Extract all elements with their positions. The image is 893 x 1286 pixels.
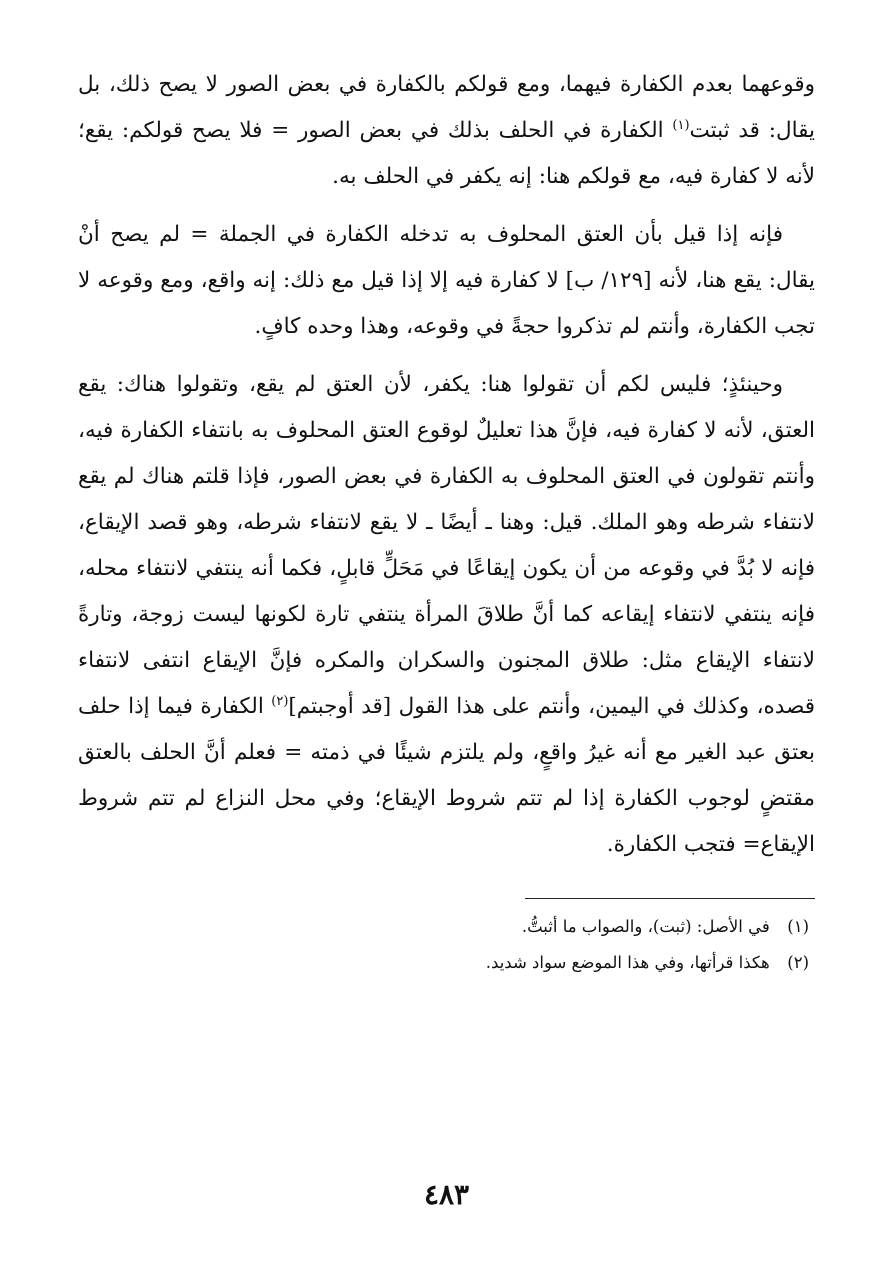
footnote-2: [78, 945, 809, 981]
footnote-reference: (٢): [271, 693, 289, 709]
footnote-reference: (١): [672, 117, 690, 133]
page-content: [78, 62, 815, 1286]
paragraph: [78, 62, 815, 200]
footnote-number: (٢): [787, 953, 809, 972]
footnote-text: هكذا قرأتها، وفي هذا الموضع سواد شديد.: [485, 953, 770, 972]
paragraph: [78, 212, 815, 350]
paragraph: [78, 362, 815, 868]
footnote-separator: [525, 898, 815, 899]
paragraph-text: الكفارة في الحلف بذلك في بعض الصور = فلا يصح قولكم: يقع؛ لأنه لا كفارة فيه، مع قولكم هنا: إنه يكفر في الحلف به.: [78, 118, 815, 189]
footnote-number: (١): [787, 917, 809, 936]
page-number: ٤٨٣: [423, 1178, 470, 1211]
paragraph-text: وحينئذٍ؛ فليس لكم أن تقولوا هنا: يكفر، لأن العتق لم يقع، وتقولوا هناك: يقع العتق، لأنه لا كفارة فيه، فإنَّ هذا تعليلٌ لوقوع العتق المحلوف به بانتفاء الكفارة فيه، وأنتم تقولون في العتق المحلوف به الكفارة في بعض الصور، فإذا قلتم هناك لم يقع لانتفاء شرطه وهو الملك. قيل: وهنا ـ أيضًا ـ لا يقع لانتفاء شرطه، وهو قصد الإيقاع، فإنه لا بُدَّ في وقوعه من أن يكون إيقاعًا في مَحَلٍّ قابلٍ، فكما أنه ينتفي لانتفاء محله، فإنه ينتفي لانتفاء إيقاعه كما أنَّ طلاقَ المرأة ينتفي تارة لكونها ليست زوجة، وتارةً لانتفاء الإيقاع مثل: طلاق المجنون والسكران والمكره فإنَّ الإيقاع انتفى لانتفاء قصده، وكذلك في اليمين، وأنتم على هذا القول [قد أوجبتم]: [78, 372, 815, 719]
paragraph-text: فإنه إذا قيل بأن العتق المحلوف به تدخله الكفارة في الجملة = لم يصح أنْ يقال: يقع هنا، لأنه [١٢٩/ ب] لا كفارة فيه إلا إذا قيل مع ذلك: إنه واقع، ومع وقوعه لا تجب الكفارة، وأنتم لم تذكروا حجةً في وقوعه، وهذا وحده كافٍ.: [78, 222, 815, 339]
paragraph-text: وقوعهما بعدم الكفارة فيهما، ومع قولكم بالكفارة في بعض الصور لا يصح ذلك، بل يقال: قد ثبتت: [78, 72, 815, 143]
footnotes: [78, 909, 809, 981]
footnote-text: في الأصل: (ثبت)، والصواب ما أثبتُّ.: [521, 917, 770, 936]
footnote-1: [78, 909, 809, 945]
paragraph-text: الكفارة فيما إذا حلف بعتق عبد الغير مع أنه غيرُ واقعٍ، ولم يلتزم شيئًا في ذمته = فعلم أنَّ الحلف بالعتق مقتضٍ لوجوب الكفارة إذا لم تتم شروط الإيقاع؛ وفي محل النزاع لم تتم شروط الإيقاع= فتجب الكفارة.: [78, 694, 815, 857]
body-text: [78, 62, 815, 868]
